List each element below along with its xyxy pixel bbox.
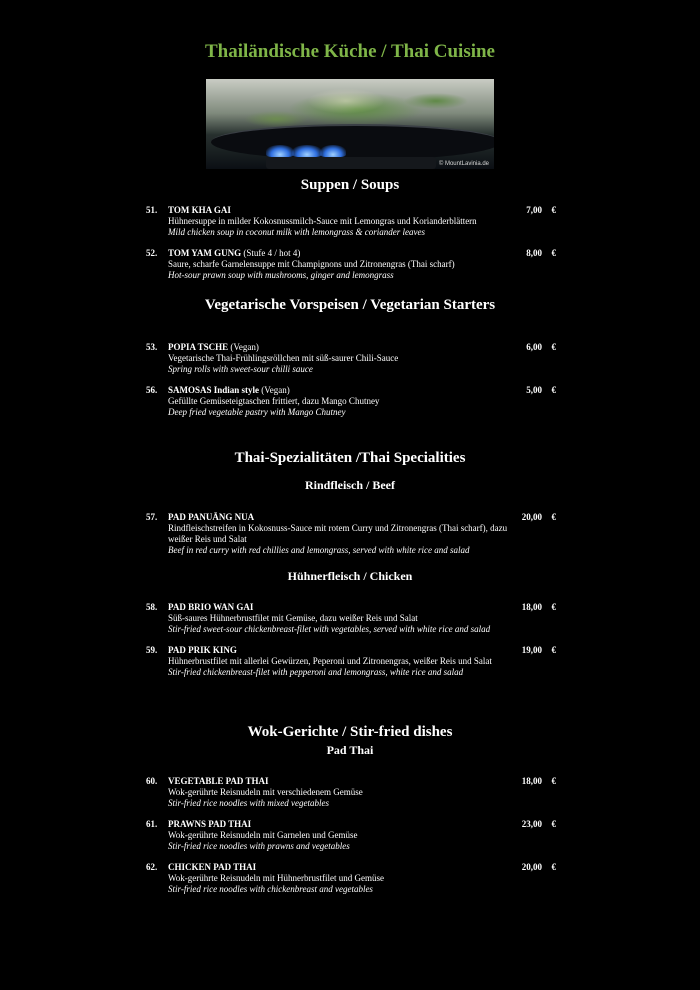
item-description-en: Mild chicken soup in coconut milk with lemongrass & coriander leaves [168, 227, 425, 237]
item-description-en: Stir-fried rice noodles with prawns and vegetables [168, 841, 350, 851]
item-price: 18,00 [521, 602, 542, 612]
item-number: 60. [146, 776, 158, 786]
item-description-de: Rindfleischstreifen in Kokosnuss-Sauce mit rotem Curry und Zitronengras (Thai scharf), dazu weißer Reis und Salat [168, 523, 508, 544]
item-description-de: Hühnerbrustfilet mit allerlei Gewürzen, Peperoni und Zitronengras, weißer Reis und Salat [168, 656, 492, 666]
item-description-de: Vegetarische Thai-Frühlingsröllchen mit süß-saurer Chili-Sauce [168, 353, 399, 363]
item-description-en: Stir-fried chickenbreast-filet with pepperoni and lemongrass, white rice and salad [168, 667, 464, 677]
currency-symbol: € [551, 819, 556, 829]
currency-symbol: € [551, 602, 556, 612]
item-note: (Vegan) [259, 385, 290, 395]
item-number: 59. [146, 645, 158, 655]
item-price: 5,00 [526, 385, 542, 395]
item-description-en: Beef in red curry with red chillies and lemongrass, served with white rice and salad [168, 545, 470, 555]
item-name: PRAWNS PAD THAI [168, 819, 252, 829]
section-heading-soups: Suppen / Soups [300, 177, 400, 193]
item-name: TOM KHA GAI [168, 205, 231, 215]
menu-title: Thailändische Küche / Thai Cuisine [204, 41, 495, 62]
item-number: 61. [146, 819, 158, 829]
item-price: 20,00 [521, 862, 542, 872]
section-heading-starters: Vegetarische Vorspeisen / Vegetarian Starters [204, 297, 496, 313]
item-note: (Vegan) [228, 342, 259, 352]
item-description-de: Saure, scharfe Garnelensuppe mit Champignons und Zitronengras (Thai scharf) [168, 259, 455, 269]
subheading-chicken: Hühnerfleisch / Chicken [287, 569, 413, 583]
item-description-de: Wok-gerührte Reisnudeln mit verschiedenem Gemüse [168, 787, 363, 797]
item-price: 20,00 [521, 512, 542, 522]
subheading-beef: Rindfleisch / Beef [305, 478, 395, 492]
item-name: POPIA TSCHE [168, 342, 229, 352]
item-description-de: Gefüllte Gemüseteigtaschen frittiert, dazu Mango Chutney [168, 396, 380, 406]
item-number: 58. [146, 602, 158, 612]
item-price: 7,00 [526, 205, 542, 215]
section-heading-wok: Wok-Gerichte / Stir-fried dishes [247, 724, 453, 740]
item-number: 52. [146, 248, 158, 258]
item-note: (Stufe 4 / hot 4) [241, 248, 301, 258]
item-description-en: Hot-sour prawn soup with mushrooms, ginger and lemongrass [168, 270, 394, 280]
flame-icon [320, 145, 346, 157]
currency-symbol: € [551, 512, 556, 522]
subheading-pad-thai: Pad Thai [326, 743, 374, 757]
item-description-en: Deep fried vegetable pastry with Mango Chutney [168, 407, 346, 417]
item-number: 56. [146, 385, 158, 395]
item-description-en: Stir-fried rice noodles with mixed vegetables [168, 798, 330, 808]
item-description-de: Wok-gerührte Reisnudeln mit Garnelen und Gemüse [168, 830, 358, 840]
currency-symbol: € [551, 342, 556, 352]
item-name: PAD BRIO WAN GAI [168, 602, 254, 612]
item-price: 18,00 [521, 776, 542, 786]
currency-symbol: € [551, 385, 556, 395]
wok-shape [211, 124, 494, 160]
currency-symbol: € [551, 248, 556, 258]
item-number: 53. [146, 342, 158, 352]
currency-symbol: € [551, 205, 556, 215]
item-name: PAD PRIK KING [168, 645, 237, 655]
item-description-en: Stir-fried rice noodles with chickenbreast and vegetables [168, 884, 373, 894]
image-credit: © MountLavinia.de [438, 161, 489, 167]
item-description-en: Spring rolls with sweet-sour chilli sauce [168, 364, 313, 374]
item-description-de: Wok-gerührte Reisnudeln mit Hühnerbrustfilet und Gemüse [168, 873, 384, 883]
currency-symbol: € [551, 776, 556, 786]
item-name: VEGETABLE PAD THAI [168, 776, 269, 786]
gas-burner [266, 157, 436, 169]
section-heading-specialities: Thai-Spezialitäten /Thai Specialities [234, 450, 466, 466]
item-description-en: Stir-fried sweet-sour chickenbreast-filet with vegetables, served with white rice and salad [168, 624, 491, 634]
item-description-de: Hühnersuppe in milder Kokosnussmilch-Sauce mit Lemongras und Korianderblättern [168, 216, 477, 226]
item-description-de: Süß-saures Hühnerbrustfilet mit Gemüse, dazu weißer Reis und Salat [168, 613, 418, 623]
item-price: 8,00 [526, 248, 542, 258]
item-price: 19,00 [521, 645, 542, 655]
item-name: PAD PANUĀNG NUA [168, 512, 255, 522]
item-number: 51. [146, 205, 158, 215]
wok-cooking-photo [206, 79, 494, 169]
item-number: 62. [146, 862, 158, 872]
flame-icon [292, 145, 322, 157]
currency-symbol: € [551, 862, 556, 872]
item-name: CHICKEN PAD THAI [168, 862, 257, 872]
item-price: 23,00 [521, 819, 542, 829]
currency-symbol: € [551, 645, 556, 655]
item-name: TOM YAM GUNG [168, 248, 242, 258]
item-price: 6,00 [526, 342, 542, 352]
flame-icon [266, 145, 294, 157]
item-name: SAMOSAS Indian style [168, 385, 260, 395]
item-number: 57. [146, 512, 158, 522]
